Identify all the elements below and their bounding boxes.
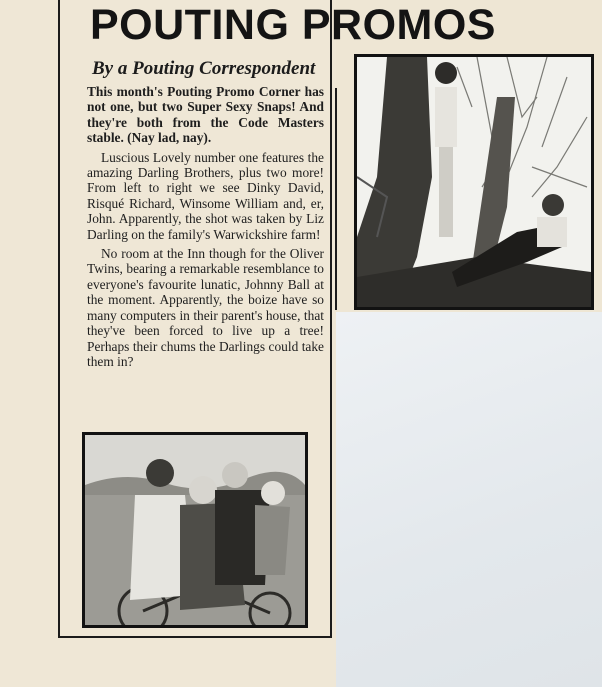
bike-photo-illustration (85, 435, 305, 625)
photo-darling-brothers (82, 432, 308, 628)
column-rule (335, 88, 337, 310)
paragraph-olivers: No room at the Inn though for the Oliver Twins, bearing a remarkable resemblance to everyone's favourite lunatic, Johnny Ball at the moment. Apparently, the boize have so many computers in their parent's house, that they've been forced to live up a tree! Perhaps their chums the Darlings could take them in? (87, 246, 324, 369)
byline: By a Pouting Correspondent (92, 58, 316, 79)
tree-photo-illustration (357, 57, 591, 307)
paragraph-darlings: Luscious Lovely number one features the amazing Darling Brothers, plus two more! From left to right we see Dinky David, Risqué Richard, Winsome William and, er, John. Apparently, the shot was taken by Liz Darling on the family's Warwickshire farm! (87, 149, 324, 242)
article-body (87, 84, 324, 373)
paragraph-intro: This month's Pouting Promo Corner has not one, but two Super Sexy Snaps! And they're both from the Code Masters stable. (Nay lad, nay). (87, 84, 324, 146)
scanner-backdrop (336, 312, 602, 687)
photo-tree-twins (354, 54, 594, 310)
headline: POUTING PROMOS (90, 1, 496, 49)
